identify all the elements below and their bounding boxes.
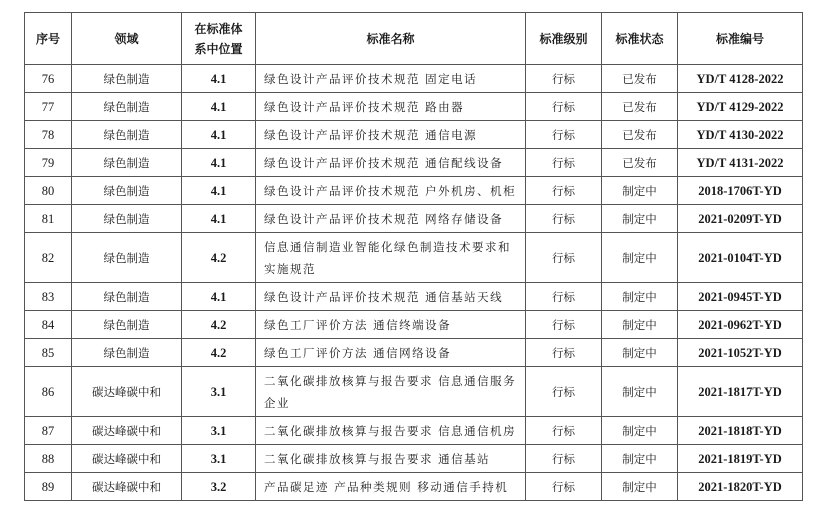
cell-code: YD/T 4130-2022: [678, 121, 803, 149]
cell-position: 3.1: [182, 417, 256, 445]
cell-status: 制定中: [602, 367, 678, 417]
cell-position: 4.1: [182, 205, 256, 233]
table-row: [25, 417, 803, 445]
cell-name: 绿色设计产品评价技术规范 通信配线设备: [256, 149, 526, 177]
table-row: [25, 65, 803, 93]
cell-position: 4.1: [182, 283, 256, 311]
cell-field: 碳达峰碳中和: [72, 473, 182, 501]
cell-level: 行标: [526, 339, 602, 367]
header-position: [182, 13, 256, 65]
cell-level: 行标: [526, 65, 602, 93]
cell-level: 行标: [526, 311, 602, 339]
cell-status: 制定中: [602, 283, 678, 311]
cell-level: 行标: [526, 93, 602, 121]
cell-name: 二氧化碳排放核算与报告要求 信息通信服务企业: [256, 367, 526, 417]
cell-name: 绿色设计产品评价技术规范 固定电话: [256, 65, 526, 93]
cell-level: 行标: [526, 205, 602, 233]
header-field: 领域: [72, 13, 182, 65]
table-row: [25, 233, 803, 283]
cell-no: 80: [25, 177, 72, 205]
cell-field: 绿色制造: [72, 205, 182, 233]
cell-field: 绿色制造: [72, 233, 182, 283]
cell-no: 83: [25, 283, 72, 311]
cell-code: 2021-1052T-YD: [678, 339, 803, 367]
cell-level: 行标: [526, 233, 602, 283]
cell-name: 绿色设计产品评价技术规范 路由器: [256, 93, 526, 121]
cell-status: 制定中: [602, 445, 678, 473]
table-row: [25, 205, 803, 233]
cell-name: 绿色设计产品评价技术规范 户外机房、机柜: [256, 177, 526, 205]
cell-name: 绿色设计产品评价技术规范 通信基站天线: [256, 283, 526, 311]
cell-status: 制定中: [602, 339, 678, 367]
cell-name: 信息通信制造业智能化绿色制造技术要求和实施规范: [256, 233, 526, 283]
cell-no: 79: [25, 149, 72, 177]
cell-name: 二氧化碳排放核算与报告要求 信息通信机房: [256, 417, 526, 445]
cell-name: 绿色工厂评价方法 通信终端设备: [256, 311, 526, 339]
cell-position: 4.2: [182, 311, 256, 339]
cell-no: 85: [25, 339, 72, 367]
cell-no: 77: [25, 93, 72, 121]
cell-status: 制定中: [602, 417, 678, 445]
cell-position: 3.1: [182, 445, 256, 473]
table-row: [25, 121, 803, 149]
table-row: [25, 445, 803, 473]
cell-field: 碳达峰碳中和: [72, 417, 182, 445]
cell-status: 制定中: [602, 177, 678, 205]
cell-level: 行标: [526, 149, 602, 177]
cell-field: 绿色制造: [72, 177, 182, 205]
table-row: [25, 473, 803, 501]
cell-no: 87: [25, 417, 72, 445]
cell-code: 2021-0945T-YD: [678, 283, 803, 311]
cell-name: 绿色工厂评价方法 通信网络设备: [256, 339, 526, 367]
cell-position: 4.2: [182, 339, 256, 367]
cell-status: 制定中: [602, 311, 678, 339]
cell-level: 行标: [526, 367, 602, 417]
cell-no: 84: [25, 311, 72, 339]
header-position-line2: 系中位置: [194, 41, 243, 56]
cell-no: 89: [25, 473, 72, 501]
cell-status: 制定中: [602, 205, 678, 233]
cell-field: 绿色制造: [72, 149, 182, 177]
cell-position: 4.2: [182, 233, 256, 283]
cell-code: 2018-1706T-YD: [678, 177, 803, 205]
cell-position: 4.1: [182, 121, 256, 149]
cell-name: 绿色设计产品评价技术规范 网络存储设备: [256, 205, 526, 233]
cell-field: 绿色制造: [72, 121, 182, 149]
cell-no: 81: [25, 205, 72, 233]
cell-position: 4.1: [182, 149, 256, 177]
cell-status: 已发布: [602, 93, 678, 121]
table-row: [25, 149, 803, 177]
cell-status: 制定中: [602, 233, 678, 283]
cell-name: 产品碳足迹 产品种类规则 移动通信手持机: [256, 473, 526, 501]
cell-code: 2021-1819T-YD: [678, 445, 803, 473]
header-level: 标准级别: [526, 13, 602, 65]
cell-level: 行标: [526, 473, 602, 501]
cell-no: 88: [25, 445, 72, 473]
table-row: [25, 367, 803, 417]
cell-no: 76: [25, 65, 72, 93]
header-name: 标准名称: [256, 13, 526, 65]
cell-level: 行标: [526, 121, 602, 149]
header-no: 序号: [25, 13, 72, 65]
cell-field: 绿色制造: [72, 65, 182, 93]
cell-code: 2021-0104T-YD: [678, 233, 803, 283]
cell-level: 行标: [526, 177, 602, 205]
header-status: 标准状态: [602, 13, 678, 65]
cell-field: 碳达峰碳中和: [72, 445, 182, 473]
cell-level: 行标: [526, 445, 602, 473]
header-code: 标准编号: [678, 13, 803, 65]
cell-position: 4.1: [182, 177, 256, 205]
cell-code: 2021-0209T-YD: [678, 205, 803, 233]
cell-status: 已发布: [602, 65, 678, 93]
standards-table: [24, 12, 803, 501]
table-header-row: [25, 13, 803, 65]
table-row: [25, 311, 803, 339]
cell-name: 二氧化碳排放核算与报告要求 通信基站: [256, 445, 526, 473]
header-position-line1: 在标准体: [194, 21, 243, 36]
cell-position: 4.1: [182, 93, 256, 121]
cell-name: 绿色设计产品评价技术规范 通信电源: [256, 121, 526, 149]
cell-field: 绿色制造: [72, 283, 182, 311]
cell-no: 86: [25, 367, 72, 417]
cell-code: 2021-0962T-YD: [678, 311, 803, 339]
table-row: [25, 283, 803, 311]
cell-position: 4.1: [182, 65, 256, 93]
cell-field: 碳达峰碳中和: [72, 367, 182, 417]
cell-level: 行标: [526, 283, 602, 311]
cell-status: 制定中: [602, 473, 678, 501]
cell-code: YD/T 4129-2022: [678, 93, 803, 121]
cell-position: 3.2: [182, 473, 256, 501]
table-row: [25, 177, 803, 205]
cell-level: 行标: [526, 417, 602, 445]
cell-field: 绿色制造: [72, 93, 182, 121]
cell-code: 2021-1820T-YD: [678, 473, 803, 501]
cell-code: 2021-1817T-YD: [678, 367, 803, 417]
cell-no: 78: [25, 121, 72, 149]
cell-field: 绿色制造: [72, 339, 182, 367]
cell-no: 82: [25, 233, 72, 283]
cell-code: YD/T 4128-2022: [678, 65, 803, 93]
cell-code: 2021-1818T-YD: [678, 417, 803, 445]
cell-status: 已发布: [602, 149, 678, 177]
table-row: [25, 93, 803, 121]
cell-code: YD/T 4131-2022: [678, 149, 803, 177]
cell-status: 已发布: [602, 121, 678, 149]
cell-position: 3.1: [182, 367, 256, 417]
cell-field: 绿色制造: [72, 311, 182, 339]
table-row: [25, 339, 803, 367]
